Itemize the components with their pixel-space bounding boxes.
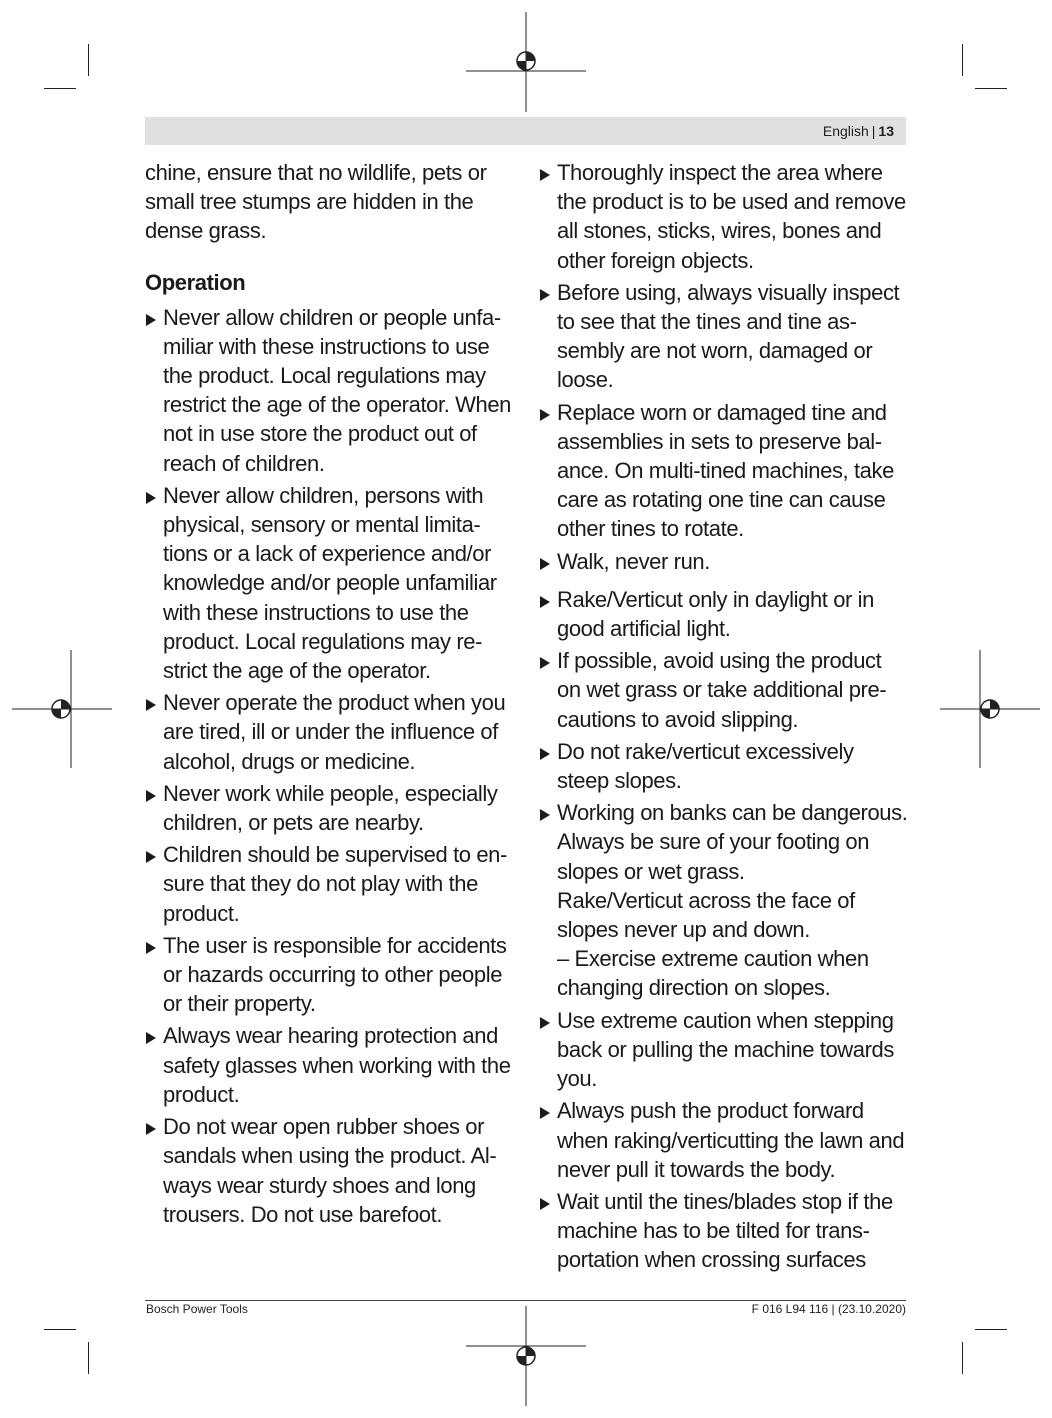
bullet-list	[539, 158, 909, 1275]
list-item-text: Rake/Verticut only in daylight or in good artificial light.	[557, 586, 874, 642]
list-item-text: Walk, never run.	[557, 548, 710, 574]
bullet-triangle-icon	[540, 809, 550, 821]
page-header	[145, 117, 906, 145]
list-item	[145, 481, 515, 685]
list-item	[145, 840, 515, 928]
page-number: 13	[878, 123, 894, 139]
bullet-triangle-icon	[540, 1107, 550, 1119]
list-item-text: Never allow children or people unfamiliar with these instructions to use the product. Local regulations may restrict the age of the operator. When not in use store the product out of reach of children.	[163, 304, 512, 476]
list-item-text: Never work while people, especially children, or pets are nearby.	[163, 780, 498, 836]
bullet-triangle-icon	[540, 409, 550, 421]
list-item-text: Wait until the tines/blades stop if the machine has to be tilted for transportation when crossing surfaces	[557, 1188, 893, 1273]
list-item	[145, 1112, 515, 1229]
list-item-text: Thoroughly inspect the area where the product is to be used and remove all stones, sticks, wires, bones and other foreign objects.	[557, 160, 906, 273]
list-item-text: Always push the product forward when raking/verticutting the lawn and never pull it towards the body.	[557, 1098, 905, 1182]
footer-divider	[145, 1300, 906, 1301]
list-item	[539, 1096, 909, 1184]
registration-mark-icon	[466, 1306, 586, 1406]
bullet-triangle-icon	[146, 314, 156, 326]
crop-mark	[44, 88, 76, 89]
list-item-text: – Exercise extreme caution when changing direction on slopes.	[557, 946, 869, 1001]
footer-brand: Bosch Power Tools	[146, 1302, 248, 1316]
bullet-triangle-icon	[540, 657, 550, 669]
bullet-triangle-icon	[146, 1032, 156, 1044]
crop-mark	[44, 1329, 76, 1330]
bullet-triangle-icon	[146, 851, 156, 863]
list-item	[539, 1187, 909, 1275]
list-item-text: The user is responsible for accidents or hazards occurring to other people or their property.	[163, 932, 507, 1017]
header-text	[823, 123, 894, 139]
list-item	[539, 278, 909, 395]
list-item-text: Children should be supervised to ensure that they do not play with the product.	[163, 842, 508, 926]
right-column	[539, 158, 909, 1278]
left-column	[145, 158, 515, 1232]
crop-mark	[962, 44, 963, 76]
crop-mark	[975, 1329, 1007, 1330]
bullet-triangle-icon	[146, 699, 156, 711]
list-item-text: Working on banks can be dangerous. Always be sure of your footing on slopes or wet grass.	[557, 800, 908, 884]
list-item-text: Never allow children, persons with physical, sensory or mental limitations or a lack of experience and/or knowledge and/or people unfamiliar with these instructions to use the product. Local regulations may restrict the age of the operator.	[163, 482, 497, 684]
bullet-triangle-icon	[540, 596, 550, 608]
bullet-list	[145, 303, 515, 1229]
list-item-text: Do not wear open rubber shoes or sandals when using the product. Always wear sturdy shoes and long trousers. Do not use barefoot.	[163, 1114, 497, 1227]
header-separator: |	[871, 123, 876, 139]
crop-mark	[88, 44, 89, 76]
bullet-triangle-icon	[146, 1123, 156, 1135]
intro-paragraph: chine, ensure that no wildlife, pets or small tree stumps are hidden in the dense grass.	[145, 160, 487, 244]
bullet-triangle-icon	[540, 1198, 550, 1210]
registration-mark-icon	[466, 12, 586, 112]
crop-mark	[975, 88, 1007, 89]
bullet-triangle-icon	[540, 558, 550, 570]
registration-mark-icon	[940, 650, 1040, 768]
list-item-text: Use extreme caution when stepping back or pulling the machine towards you.	[557, 1007, 894, 1092]
list-item	[539, 798, 909, 1002]
bullet-triangle-icon	[146, 492, 156, 504]
list-item-text: Do not rake/verticut excessively steep slopes.	[557, 738, 854, 794]
registration-mark-icon	[12, 650, 112, 768]
list-item-text: Always wear hearing protection and safety glasses when working with the product.	[163, 1023, 511, 1107]
list-item-text: Replace worn or damaged tine and assemblies in sets to preserve balance. On multi-tined machines, take care as rotating one tine can cause other tines to rotate.	[557, 399, 894, 542]
list-item	[539, 1006, 909, 1094]
list-item	[145, 931, 515, 1019]
bullet-triangle-icon	[540, 169, 550, 181]
list-item	[539, 158, 909, 275]
list-item	[539, 646, 909, 734]
list-item	[145, 303, 515, 478]
bullet-triangle-icon	[146, 790, 156, 802]
list-item	[539, 398, 909, 544]
list-item-text: If possible, avoid using the product on wet grass or take additional precautions to avoid slipping.	[557, 648, 887, 732]
list-item	[145, 688, 515, 776]
list-item	[145, 779, 515, 837]
list-item-text: Before using, always visually inspect to see that the tines and tine assembly are not worn, damaged or loose.	[557, 279, 900, 393]
bullet-triangle-icon	[146, 942, 156, 954]
crop-mark	[88, 1342, 89, 1374]
list-item	[539, 547, 909, 576]
list-item-text: Rake/Verticut across the face of slopes never up and down.	[557, 887, 855, 943]
list-item	[539, 737, 909, 795]
crop-mark	[962, 1342, 963, 1374]
bullet-triangle-icon	[540, 1017, 550, 1029]
bullet-triangle-icon	[540, 748, 550, 760]
header-language: English	[822, 123, 869, 139]
bullet-triangle-icon	[540, 289, 550, 301]
list-item-text: Never operate the product when you are tired, ill or under the influence of alcohol, drugs or medicine.	[163, 690, 506, 774]
section-heading: Operation	[145, 269, 246, 295]
list-item	[539, 585, 909, 643]
list-item	[145, 1021, 515, 1109]
footer-document-id: F 016 L94 116 | (23.10.2020)	[751, 1302, 906, 1316]
